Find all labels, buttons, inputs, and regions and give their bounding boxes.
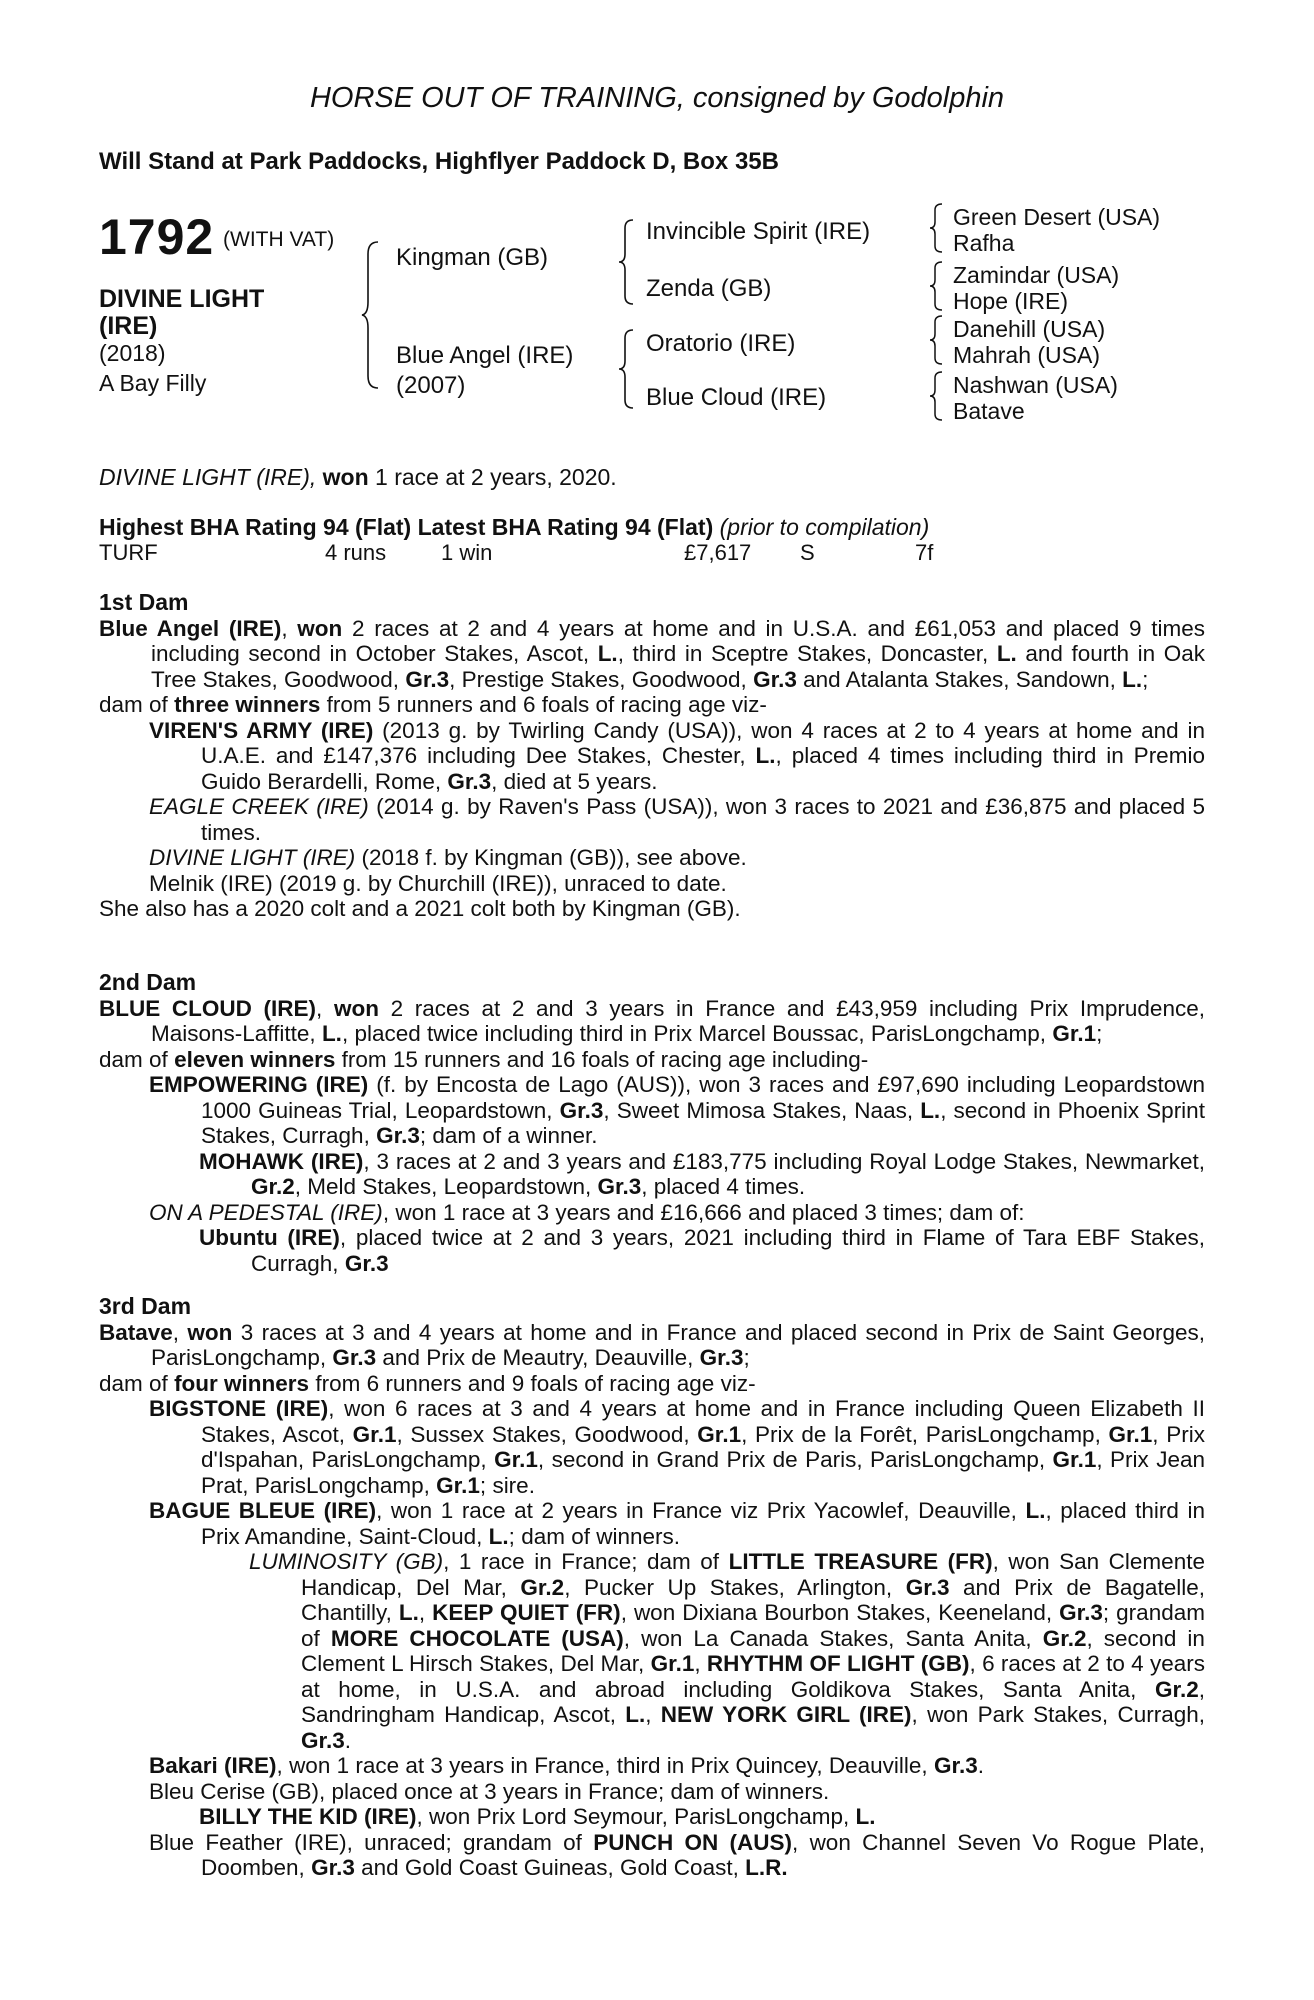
pedigree-brace-g4c bbox=[928, 314, 948, 366]
first-dam-foals: She also has a 2020 colt and a 2021 colt both by Kingman (GB). bbox=[99, 896, 741, 921]
pedigree-g4-4: Hope (IRE) bbox=[953, 288, 1069, 314]
second-dam-offspring-1a: MOHAWK (IRE), 3 races at 2 and 3 years and £183,775 including Royal Lodge Stakes, Newmarket, Gr.2, Meld Stakes, Leopardstown, Gr.3, placed 4 times. bbox=[199, 1148, 1205, 1199]
rating-surface: TURF bbox=[99, 540, 158, 565]
pedigree-sire-sire: Invincible Spirit (IRE) bbox=[646, 218, 871, 245]
rating-distance: 7f bbox=[915, 540, 934, 565]
first-dam-offspring-1: VIREN'S ARMY (IRE) (2013 g. by Twirling Candy (USA)), won 4 races at 2 to 4 years at home and in U.A.E. and £147,376 including Dee Stakes, Chester, L., placed 4 times including third in Premio Guido Berardelli, Rome, Gr.3, died at 5 years. bbox=[149, 717, 1205, 794]
pedigree-dam-year: (2007) bbox=[396, 372, 466, 399]
third-dam-record: Batave, won 3 races at 3 and 4 years at home and in France and placed second in Prix de Saint Georges, ParisLongchamp, Gr.3 and Prix de Meautry, Deauville, Gr.3; bbox=[99, 1319, 1205, 1370]
pedigree-g4-8: Batave bbox=[953, 398, 1025, 424]
pedigree-g4-7: Nashwan (USA) bbox=[953, 372, 1118, 398]
horse-name-line2: (IRE) bbox=[99, 312, 158, 340]
second-dam-produce: dam of eleven winners from 15 runners and 16 foals of racing age including- bbox=[99, 1046, 869, 1072]
rating-note: (prior to compilation) bbox=[719, 514, 930, 540]
summary-won: won bbox=[322, 464, 369, 490]
first-dam-offspring-2: EAGLE CREEK (IRE) (2014 g. by Raven's Pass (USA)), won 3 races to 2021 and £36,875 and placed 5 times. bbox=[149, 794, 1205, 845]
lot-number: 1792 bbox=[99, 209, 215, 265]
pedigree-sire-dam: Zenda (GB) bbox=[646, 275, 772, 302]
third-dam-heading: 3rd Dam bbox=[99, 1293, 192, 1319]
vat-note: (WITH VAT) bbox=[223, 228, 335, 251]
pedigree-g4-5: Danehill (USA) bbox=[953, 316, 1106, 342]
third-dam-offspring-3: Bakari (IRE), won 1 race at 3 years in France, third in Prix Quincey, Deauville, Gr.3. bbox=[149, 1753, 984, 1778]
pedigree-brace-dam bbox=[617, 328, 639, 410]
page-title: HORSE OUT OF TRAINING, consigned by Godolphin bbox=[309, 82, 1005, 114]
pedigree-brace-g4d bbox=[928, 370, 948, 422]
horse-info bbox=[99, 338, 206, 398]
first-dam-offspring-3: DIVINE LIGHT (IRE) (2018 f. by Kingman (GB)), see above. bbox=[149, 845, 747, 870]
second-dam-section bbox=[99, 970, 1205, 1276]
pedigree-dam: Blue Angel (IRE) bbox=[396, 342, 574, 369]
second-dam-offspring-2a: Ubuntu (IRE), placed twice at 2 and 3 years, 2021 including third in Flame of Tara EBF Stakes, Curragh, Gr.3 bbox=[199, 1225, 1205, 1276]
pedigree-brace-main bbox=[360, 240, 384, 390]
second-dam-record: BLUE CLOUD (IRE), won 2 races at 2 and 3 years in France and £43,959 including Prix Imprudence, Maisons-Laffitte, L., placed twice including third in Prix Marcel Boussac, ParisLongchamp, Gr.1; bbox=[99, 995, 1205, 1046]
horse-name bbox=[99, 286, 264, 340]
third-dam-offspring-2: BAGUE BLEUE (IRE), won 1 race at 2 years in France viz Prix Yacowlef, Deauville, L., placed third in Prix Amandine, Saint-Cloud, L.; dam of winners. bbox=[149, 1498, 1205, 1549]
rating-runs: 4 runs bbox=[325, 540, 387, 565]
third-dam-offspring-1: BIGSTONE (IRE), won 6 races at 3 and 4 years at home and in France including Queen Elizabeth II Stakes, Ascot, Gr.1, Sussex Stakes, Goodwood, Gr.1, Prix de la Forêt, ParisLongchamp, Gr.1, Prix d'Ispahan, ParisLongchamp, Gr.1, second in Grand Prix de Paris, ParisLongchamp, Gr.1, Prix Jean Prat, ParisLongchamp, Gr.1; sire. bbox=[149, 1396, 1205, 1498]
first-dam-section bbox=[99, 590, 1205, 922]
third-dam-offspring-5: Blue Feather (IRE), unraced; grandam of PUNCH ON (AUS), won Channel Seven Vo Rogue Plate, Doomben, Gr.3 and Gold Coast Guineas, Gold Coast, L.R. bbox=[149, 1829, 1206, 1880]
second-dam-offspring-1: EMPOWERING (IRE) (f. by Encosta de Lago (AUS)), won 3 races and £97,690 including Leopardstown 1000 Guineas Trial, Leopardstown, Gr.3, Sweet Mimosa Stakes, Naas, L., second in Phoenix Sprint Stakes, Curragh, Gr.3; dam of a winner. bbox=[149, 1072, 1205, 1148]
second-dam-offspring-2: ON A PEDESTAL (IRE), won 1 race at 3 years and £16,666 and placed 3 times; dam of: bbox=[149, 1199, 1025, 1225]
pedigree-brace-sire bbox=[617, 218, 639, 306]
summary-rest: 1 race at 2 years, 2020. bbox=[375, 464, 617, 490]
bha-rating bbox=[99, 514, 929, 541]
pedigree-dam-sire: Oratorio (IRE) bbox=[646, 330, 796, 357]
horse-year: (2018) bbox=[99, 340, 166, 366]
first-dam-offspring-4: Melnik (IRE) (2019 g. by Churchill (IRE)), unraced to date. bbox=[149, 870, 727, 896]
pedigree-brace-g4b bbox=[928, 260, 948, 312]
rating-going: S bbox=[800, 540, 815, 565]
horse-description: A Bay Filly bbox=[99, 370, 207, 396]
stand-location: Will Stand at Park Paddocks, Highflyer Paddock D, Box 35B bbox=[99, 148, 779, 175]
rating-earnings: £7,617 bbox=[684, 540, 752, 565]
third-dam-offspring-4: Bleu Cerise (GB), placed once at 3 years in France; dam of winners. bbox=[149, 1778, 830, 1804]
rating-label: Highest BHA Rating 94 (Flat) Latest BHA Rating 94 (Flat) bbox=[99, 514, 714, 540]
first-dam-record: Blue Angel (IRE), won 2 races at 2 and 4 years at home and in U.S.A. and £61,053 and placed 9 times including second in October Stakes, Ascot, L., third in Sceptre Stakes, Doncaster, L. and fourth in Oak Tree Stakes, Goodwood, Gr.3, Prestige Stakes, Goodwood, Gr.3 and Atalanta Stakes, Sandown, L.; bbox=[99, 615, 1205, 692]
second-dam-heading: 2nd Dam bbox=[99, 969, 197, 995]
horse-name-line1: DIVINE LIGHT bbox=[99, 285, 265, 313]
third-dam-section bbox=[99, 1294, 1205, 1881]
pedigree-g4-2: Rafha bbox=[953, 230, 1015, 256]
rating-wins: 1 win bbox=[441, 540, 493, 565]
pedigree-g4-6: Mahrah (USA) bbox=[953, 342, 1100, 368]
first-dam-heading: 1st Dam bbox=[99, 589, 189, 615]
pedigree-dam-dam: Blue Cloud (IRE) bbox=[646, 384, 827, 411]
pedigree-g4-3: Zamindar (USA) bbox=[953, 262, 1120, 288]
pedigree-brace-g4a bbox=[928, 202, 948, 254]
first-dam-produce: dam of three winners from 5 runners and 6 foals of racing age viz- bbox=[99, 692, 767, 717]
summary-horse-name: DIVINE LIGHT (IRE), bbox=[99, 464, 317, 490]
third-dam-produce: dam of four winners from 6 runners and 9 foals of racing age viz- bbox=[99, 1370, 756, 1396]
third-dam-offspring-2a: LUMINOSITY (GB), 1 race in France; dam of LITTLE TREASURE (FR), won San Clemente Handicap, Del Mar, Gr.2, Pucker Up Stakes, Arlington, Gr.3 and Prix de Bagatelle, Chantilly, L., KEEP QUIET (FR), won Dixiana Bourbon Stakes, Keeneland, Gr.3; grandam of MORE CHOCOLATE (USA), won La Canada Stakes, Santa Anita, Gr.2, second in Clement L Hirsch Stakes, Del Mar, Gr.1, RHYTHM OF LIGHT (GB), 6 races at 2 to 4 years at home, in U.S.A. and abroad including Goldikova Stakes, Santa Anita, Gr.2, Sandringham Handicap, Ascot, L., NEW YORK GIRL (IRE), won Park Stakes, Curragh, Gr.3. bbox=[249, 1549, 1205, 1753]
pedigree-sire: Kingman (GB) bbox=[396, 244, 549, 271]
race-summary bbox=[99, 464, 617, 491]
third-dam-offspring-4a: BILLY THE KID (IRE), won Prix Lord Seymour, ParisLongchamp, L. bbox=[199, 1804, 876, 1829]
pedigree-g4-1: Green Desert (USA) bbox=[953, 204, 1161, 230]
